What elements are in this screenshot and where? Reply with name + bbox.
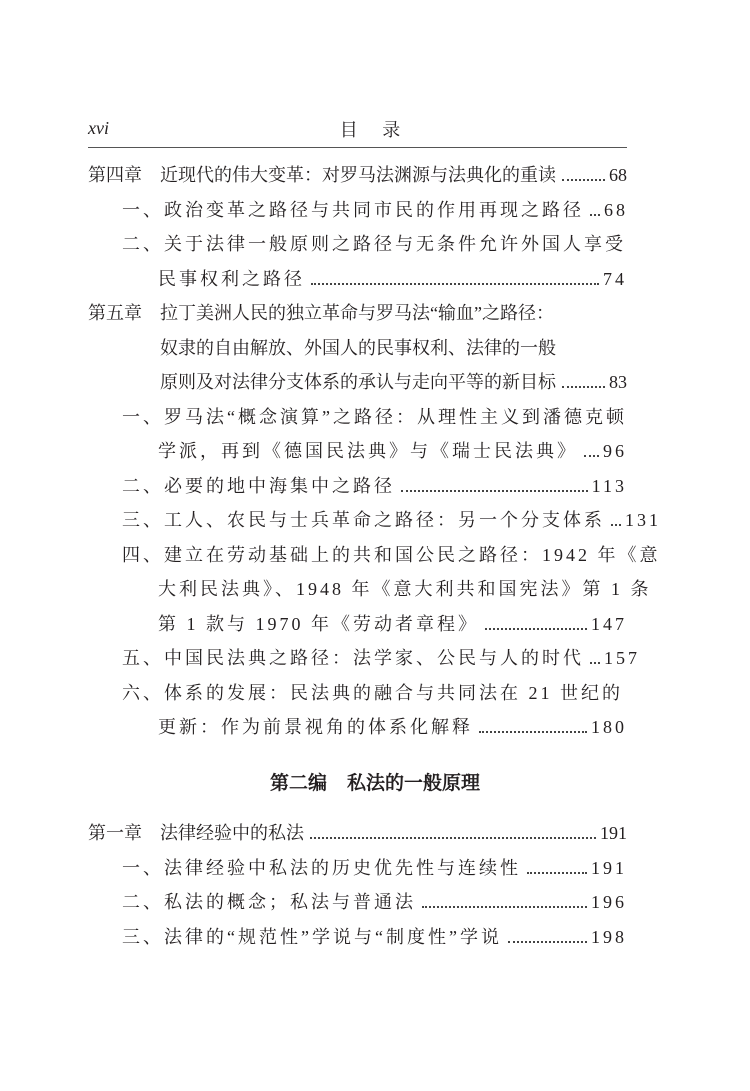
entry-page: 191 <box>591 857 627 878</box>
toc-section-entry[interactable] <box>122 231 626 257</box>
entry-title: 必要的地中海集中之路径 <box>164 475 395 496</box>
part-heading <box>0 768 750 795</box>
toc-chapter-entry[interactable] <box>160 335 556 361</box>
dot-leader <box>310 837 596 839</box>
entry-title: 第 1 款与 1970 年《劳动者章程》 <box>158 613 479 634</box>
entry-title: 罗马法“概念演算”之路径：从理性主义到潘德克顿 <box>164 406 627 427</box>
entry-page: 68 <box>609 165 627 185</box>
entry-title: 学派，再到《德国民法典》与《瑞士民法典》 <box>158 441 578 461</box>
entry-title: 大利民法典》、1948 年《意大利共和国宪法》第 1 条 <box>158 579 652 599</box>
dot-leader <box>590 214 600 216</box>
entry-label: 一、 <box>122 199 164 220</box>
entry-page: 68 <box>604 199 628 220</box>
toc-chapter-entry[interactable] <box>88 820 627 846</box>
entry-label: 五、 <box>122 648 164 668</box>
entry-title: 近现代的伟大变革：对罗马法渊源与法典化的重读 <box>160 165 556 185</box>
entry-page: 113 <box>591 475 627 496</box>
running-title: 目 录 <box>339 120 411 140</box>
entry-title: 体系的发展：民法典的融合与共同法在 21 世纪的 <box>164 682 623 703</box>
entry-label: 一、 <box>122 857 164 878</box>
toc-chapter-entry[interactable] <box>88 300 554 326</box>
entry-label: 二、 <box>122 234 164 254</box>
entry-label: 二、 <box>122 475 164 496</box>
entry-title: 工人、农民与士兵革命之路径：另一个分支体系 <box>164 510 605 530</box>
entry-title: 建立在劳动基础上的共和国公民之路径：1942 年《意 <box>164 544 661 565</box>
entry-title: 更新：作为前景视角的体系化解释 <box>158 717 473 737</box>
entry-label: 第一章 <box>88 823 142 843</box>
entry-page: 157 <box>604 648 640 668</box>
toc-section-entry[interactable] <box>122 404 627 430</box>
entry-title: 原则及对法律分支体系的承认与走向平等的新目标 <box>160 372 556 392</box>
dot-leader <box>401 490 588 492</box>
toc-section-entry[interactable] <box>122 645 640 671</box>
dot-leader <box>527 872 587 874</box>
dot-leader <box>562 386 605 388</box>
toc-section-entry[interactable] <box>122 542 661 568</box>
dot-leader <box>479 731 587 733</box>
entry-title: 中国民法典之路径：法学家、公民与人的时代 <box>164 648 584 668</box>
page-number: xvi <box>88 118 109 138</box>
toc-section-entry[interactable] <box>122 473 627 499</box>
entry-page: 74 <box>603 268 627 289</box>
dot-leader <box>311 283 599 285</box>
entry-title: 法律经验中私法的历史优先性与连续性 <box>164 857 521 878</box>
toc-chapter-entry[interactable] <box>88 162 627 188</box>
entry-page: 83 <box>609 372 627 392</box>
dot-leader <box>422 906 587 908</box>
toc-section-entry[interactable] <box>158 576 652 602</box>
entry-label: 二、 <box>122 892 164 912</box>
toc-section-entry[interactable] <box>122 197 627 223</box>
toc-section-entry[interactable] <box>122 855 627 881</box>
dot-leader <box>584 455 599 457</box>
entry-page: 198 <box>591 926 627 947</box>
entry-title: 法律的“规范性”学说与“制度性”学说 <box>164 926 502 947</box>
header-rule <box>88 147 627 148</box>
entry-title: 私法的概念；私法与普通法 <box>164 892 416 912</box>
entry-label: 四、 <box>122 544 164 565</box>
toc-section-entry[interactable] <box>158 611 627 637</box>
toc-section-entry[interactable] <box>122 889 627 915</box>
entry-page: 96 <box>603 441 627 461</box>
entry-title: 拉丁美洲人民的独立革命与罗马法“输血”之路径： <box>160 303 554 323</box>
entry-title: 民事权利之路径 <box>158 268 305 289</box>
entry-label: 第五章 <box>88 303 142 323</box>
toc-section-entry[interactable] <box>122 680 623 706</box>
toc-section-entry[interactable] <box>158 266 627 292</box>
entry-label: 三、 <box>122 510 164 530</box>
dot-leader <box>611 524 621 526</box>
entry-page: 147 <box>591 613 627 634</box>
toc-section-entry[interactable] <box>158 714 627 740</box>
entry-title: 关于法律一般原则之路径与无条件允许外国人享受 <box>164 234 626 254</box>
dot-leader <box>590 662 600 664</box>
entry-title: 法律经验中的私法 <box>160 823 304 843</box>
part-title: 私法的一般原理 <box>347 772 481 794</box>
dot-leader <box>508 941 587 943</box>
entry-page: 191 <box>600 823 627 843</box>
entry-label: 第四章 <box>88 165 142 185</box>
entry-page: 131 <box>625 510 661 530</box>
dot-leader <box>562 179 605 181</box>
entry-page: 180 <box>591 717 627 737</box>
entry-label: 三、 <box>122 926 164 947</box>
entry-label: 一、 <box>122 406 164 427</box>
toc-section-entry[interactable] <box>122 924 627 950</box>
toc-chapter-entry[interactable] <box>160 369 627 395</box>
entry-page: 196 <box>591 892 627 912</box>
toc-section-entry[interactable] <box>122 507 661 533</box>
dot-leader <box>485 628 587 630</box>
toc-section-entry[interactable] <box>158 438 627 464</box>
entry-label: 六、 <box>122 682 164 703</box>
entry-title: 奴隶的自由解放、外国人的民事权利、法律的一般 <box>160 337 556 358</box>
entry-title: 政治变革之路径与共同市民的作用再现之路径 <box>164 199 584 220</box>
part-label: 第二编 <box>269 772 327 794</box>
